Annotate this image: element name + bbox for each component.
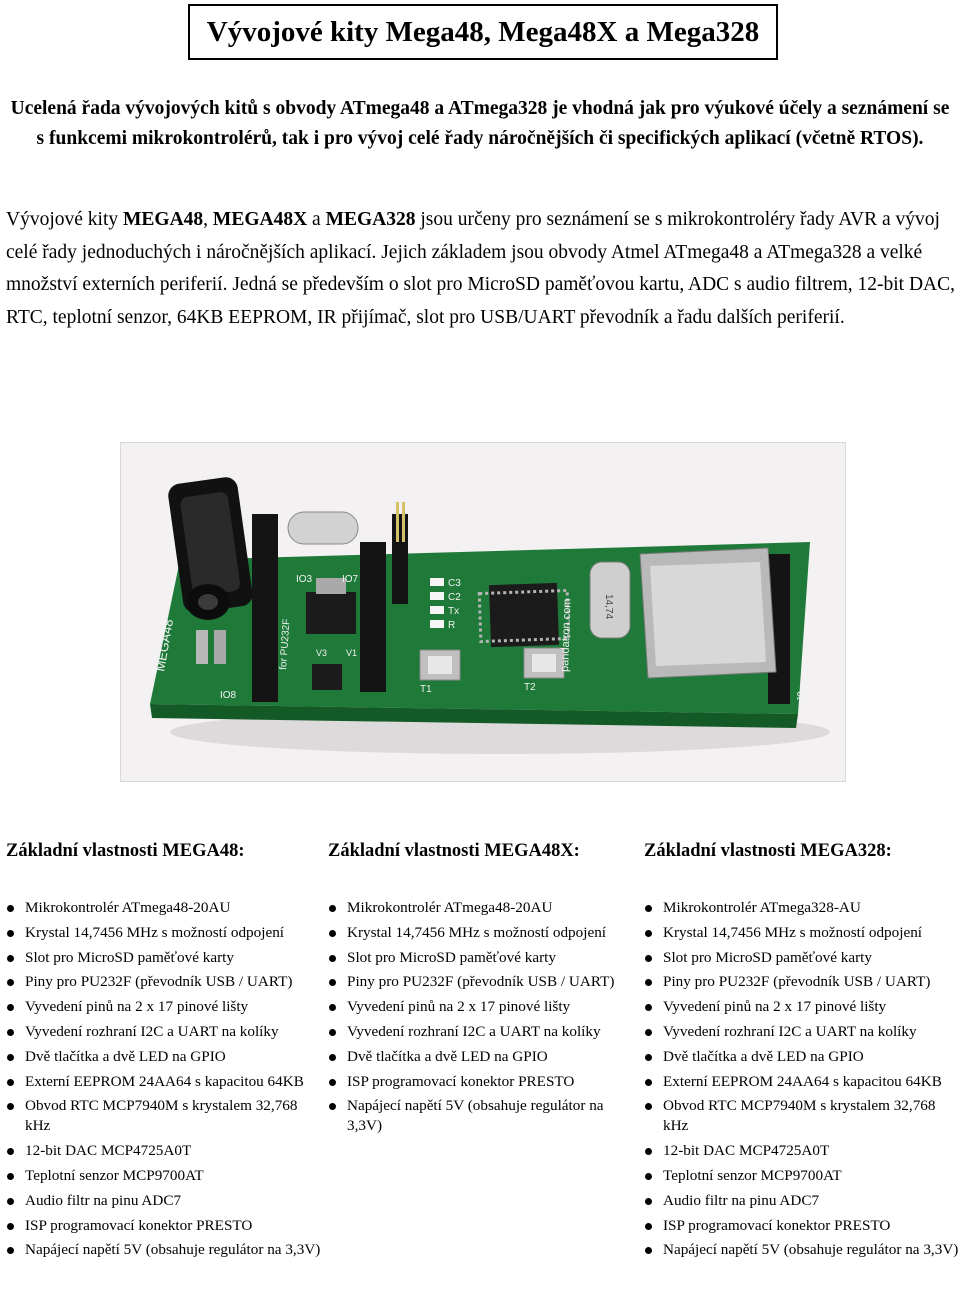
silk-io3: IO3 [296, 574, 313, 585]
intro-separator: a [307, 209, 326, 230]
list-item: Dvě tlačítka a dvě LED na GPIO [644, 1047, 960, 1067]
list-item: Napájecí napětí 5V (obsahuje regulátor na 3,3V) [6, 1240, 322, 1260]
button-t1 [420, 650, 460, 680]
pin-header-left [252, 514, 278, 702]
list-item: Externí EEPROM 24AA64 s kapacitou 64KB [644, 1072, 960, 1092]
silk-led-c3: C3 [448, 578, 461, 589]
intro-separator: , [203, 209, 213, 230]
column-heading-mega328: Základní vlastnosti MEGA328: [644, 841, 892, 861]
list-item: Piny pro PU232F (převodník USB / UART) [328, 972, 640, 992]
list-item: 12-bit DAC MCP4725A0T [6, 1141, 322, 1161]
list-item: Mikrokontrolér ATmega48-20AU [6, 898, 322, 918]
intro-text-end: jsou určeny pro seznámení se s mikrokontroléry řady AVR a vývoj celé řady jednoduchých i náročnějších aplikací. Jejich základem jsou obvody Atmel ATmega48 a ATmega328 a velké množství externích periferií. Jedná se především o slot pro MicroSD paměťovou kartu, ADC s audio filtrem, 12-bit DAC, RTC, teplotní senzor, 64KB EEPROM, IR přijímač, slot pro USB/UART převodník a řadu dalších periferií. [6, 209, 956, 328]
list-item: Slot pro MicroSD paměťové karty [644, 948, 960, 968]
list-item: Krystal 14,7456 MHz s možností odpojení [6, 923, 322, 943]
list-item: ISP programovací konektor PRESTO [328, 1072, 640, 1092]
silk-v1: V1 [346, 648, 358, 658]
list-item: Napájecí napětí 5V (obsahuje regulátor na 3,3V) [644, 1240, 960, 1260]
page-title: Vývojové kity Mega48, Mega48X a Mega328 [188, 4, 778, 60]
silk-led-r: R [448, 620, 456, 631]
list-item: Vyvedení rozhraní I2C a UART na kolíky [328, 1022, 640, 1042]
list-item: Mikrokontrolér ATmega328-AU [644, 898, 960, 918]
list-item: Dvě tlačítka a dvě LED na GPIO [328, 1047, 640, 1067]
list-item: Dvě tlačítka a dvě LED na GPIO [6, 1047, 322, 1067]
list-item: Obvod RTC MCP7940M s krystalem 32,768 kHz [6, 1096, 322, 1136]
list-item: Krystal 14,7456 MHz s možností odpojení [328, 923, 640, 943]
list-item: Audio filtr na pinu ADC7 [644, 1191, 960, 1211]
silk-v3: V3 [316, 648, 328, 658]
crystal-main [288, 512, 358, 544]
board-illustration [120, 442, 846, 782]
board-photo [120, 442, 846, 782]
silk-site: pandatron.com [559, 598, 574, 673]
list-item: ISP programovací konektor PRESTO [644, 1216, 960, 1236]
silk-io7: IO7 [342, 574, 359, 585]
microsd-slot [640, 548, 776, 678]
list-item: Vyvedení rozhraní I2C a UART na kolíky [644, 1022, 960, 1042]
silk-board-name: MEGA48 [152, 617, 177, 673]
silk-switch-t2: T2 [524, 682, 536, 693]
silk-led-tx: Tx [448, 606, 460, 617]
list-item: Teplotní senzor MCP9700AT [644, 1166, 960, 1186]
list-item: Vyvedení pinů na 2 x 17 pinové lišty [6, 997, 322, 1017]
intro-paragraph [6, 204, 956, 334]
list-item: Piny pro PU232F (převodník USB / UART) [644, 972, 960, 992]
lead-paragraph: Ucelená řada vývojových kitů s obvody ATmega48 a ATmega328 je vhodná jak pro výukové účely a seznámení se s funkcemi mikrokontrolérů, tak i pro vývoj celé řady náročnějších či specifických aplikací (včetně RTOS). [10, 98, 950, 149]
silk-switch-t1: T1 [420, 684, 432, 695]
list-item: Piny pro PU232F (převodník USB / UART) [6, 972, 322, 992]
feature-list-mega48 [6, 898, 322, 1265]
list-item: Audio filtr na pinu ADC7 [6, 1191, 322, 1211]
list-item: Slot pro MicroSD paměťové karty [328, 948, 640, 968]
list-item: Mikrokontrolér ATmega48-20AU [328, 898, 640, 918]
silk-for-pu232f: for PU232F [278, 618, 293, 671]
list-item: Teplotní senzor MCP9700AT [6, 1166, 322, 1186]
list-item: Externí EEPROM 24AA64 s kapacitou 64KB [6, 1072, 322, 1092]
column-heading-mega48: Základní vlastnosti MEGA48: [6, 841, 245, 861]
list-item: Krystal 14,7456 MHz s možností odpojení [644, 923, 960, 943]
intro-text-start: Vývojové kity [6, 209, 123, 230]
list-item: Napájecí napětí 5V (obsahuje regulátor na 3,3V) [328, 1096, 640, 1136]
list-item: Obvod RTC MCP7940M s krystalem 32,768 kHz [644, 1096, 960, 1136]
list-item: Vyvedení pinů na 2 x 17 pinové lišty [328, 997, 640, 1017]
column-heading-mega48x: Základní vlastnosti MEGA48X: [328, 841, 580, 861]
list-item: Slot pro MicroSD paměťové karty [6, 948, 322, 968]
pin-header-mid [360, 542, 386, 692]
feature-list-mega48x [328, 898, 640, 1141]
silk-j2: J2 [796, 691, 808, 703]
kit-name-mega48: MEGA48 [123, 209, 204, 230]
kit-name-mega48x: MEGA48X [212, 209, 308, 230]
silk-io8: IO8 [220, 690, 237, 701]
list-item: Vyvedení rozhraní I2C a UART na kolíky [6, 1022, 322, 1042]
silk-led-c2: C2 [448, 592, 461, 603]
silk-crystal: 14,74 [603, 594, 614, 620]
feature-list-mega328 [644, 898, 960, 1265]
button-t2 [524, 648, 564, 678]
isp-header [392, 502, 408, 604]
mcu-chip [479, 583, 569, 647]
list-item: ISP programovací konektor PRESTO [6, 1216, 322, 1236]
list-item: 12-bit DAC MCP4725A0T [644, 1141, 960, 1161]
list-item: Vyvedení pinů na 2 x 17 pinové lišty [644, 997, 960, 1017]
kit-name-mega328: MEGA328 [325, 209, 416, 230]
